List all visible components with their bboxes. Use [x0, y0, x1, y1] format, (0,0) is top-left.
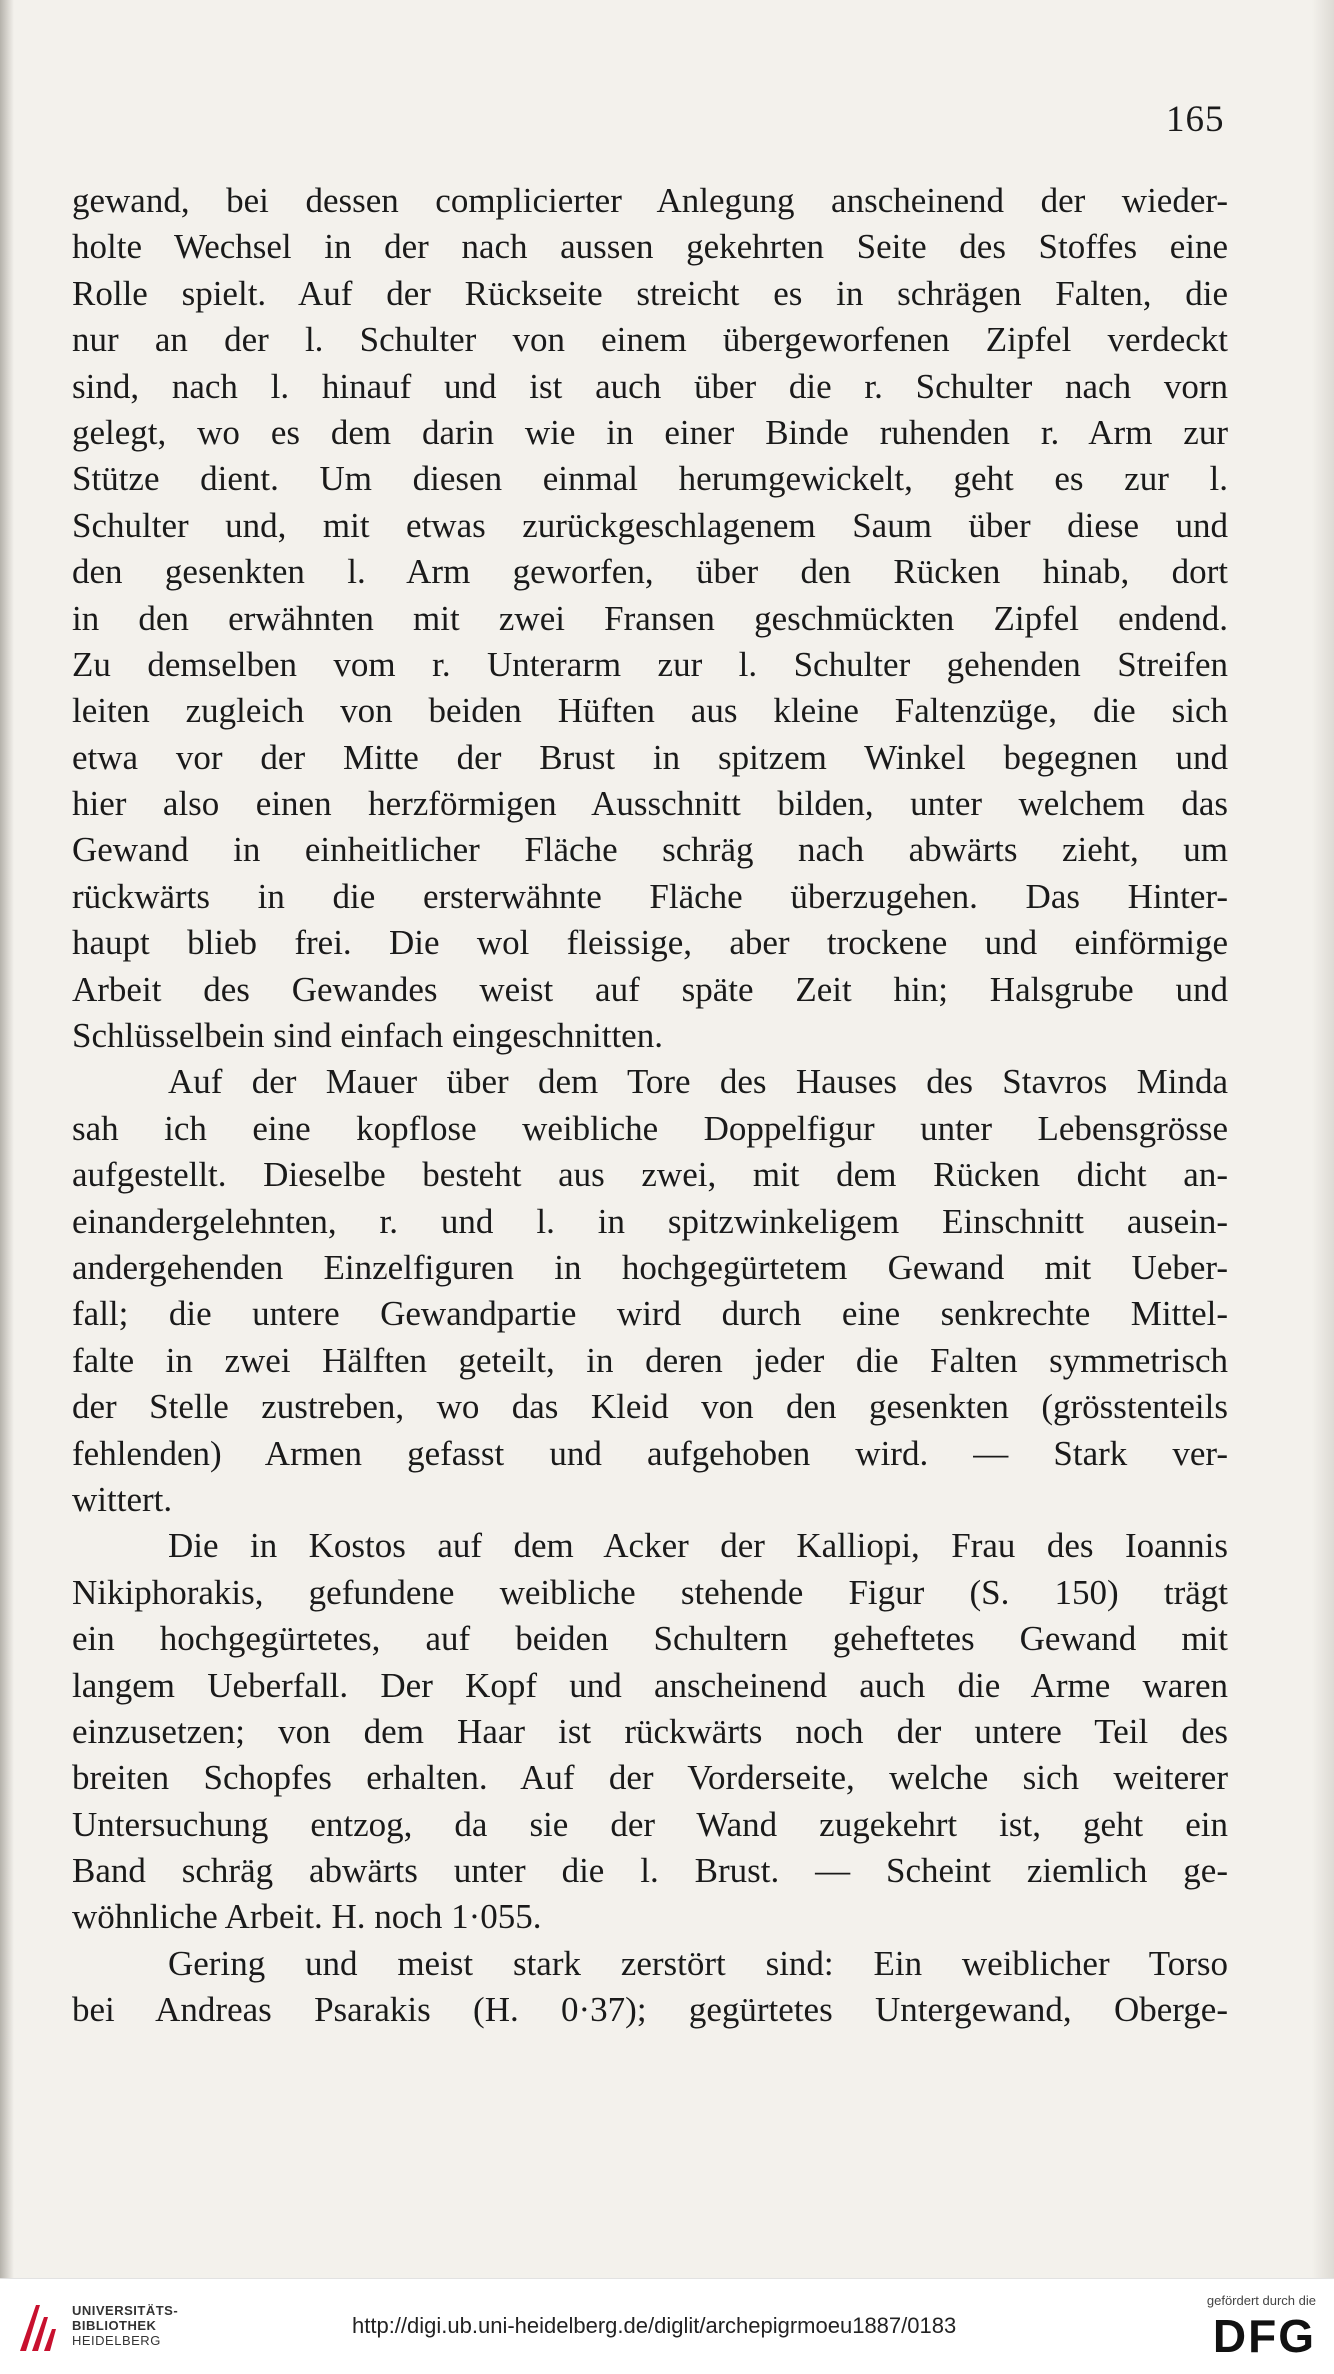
- text-line: der Stelle zustreben, wo das Kleid von den gesenkten (grösstenteils: [72, 1387, 1228, 1427]
- page-edge-shadow: [1312, 0, 1334, 2278]
- text-line: holte Wechsel in der nach aussen gekehrten Seite des Stoffes eine: [72, 227, 1228, 267]
- text-line: Band schräg abwärts unter die l. Brust. — Scheint ziemlich ge-: [72, 1851, 1228, 1891]
- library-name-line: HEIDELBERG: [72, 2333, 161, 2348]
- text-line: falte in zwei Hälften geteilt, in deren jeder die Falten symmetrisch: [72, 1340, 1228, 1380]
- page-gutter-shadow: [0, 0, 14, 2278]
- text-line: nur an der l. Schulter von einem übergeworfenen Zipfel verdeckt: [72, 320, 1228, 360]
- text-line: bei Andreas Psarakis (H. 0·37); gegürtetes Untergewand, Oberge-: [72, 1990, 1228, 2030]
- text-line: Gewand in einheitlicher Fläche schräg nach abwärts zieht, um: [72, 830, 1228, 870]
- text-line: Schulter und, mit etwas zurückgeschlagenem Saum über diese und: [72, 505, 1228, 545]
- text-line: in den erwähnten mit zwei Fransen geschmückten Zipfel endend.: [72, 598, 1228, 638]
- body-text: [72, 178, 1228, 2034]
- text-line: Untersuchung entzog, da sie der Wand zugekehrt ist, geht ein: [72, 1804, 1228, 1844]
- text-line: Rolle spielt. Auf der Rückseite streicht es in schrägen Falten, die: [72, 273, 1228, 313]
- text-line: Die in Kostos auf dem Acker der Kalliopi, Frau des Ioannis: [168, 1526, 1228, 1566]
- sponsor-block[interactable]: [1176, 2293, 1316, 2360]
- text-line: aufgestellt. Dieselbe besteht aus zwei, mit dem Rücken dicht an-: [72, 1155, 1228, 1195]
- text-line: andergehenden Einzelfiguren in hochgegürtetem Gewand mit Ueber-: [72, 1247, 1228, 1287]
- library-name-line: BIBLIOTHEK: [72, 2318, 157, 2333]
- text-line: hier also einen herzförmigen Ausschnitt bilden, unter welchem das: [72, 784, 1228, 824]
- text-line: Nikiphorakis, gefundene weibliche stehende Figur (S. 150) trägt: [72, 1572, 1228, 1612]
- library-name[interactable]: [72, 2303, 178, 2348]
- text-line: leiten zugleich von beiden Hüften aus kleine Faltenzüge, die sich: [72, 691, 1228, 731]
- text-line: sind, nach l. hinauf und ist auch über die r. Schulter nach vorn: [72, 366, 1228, 406]
- text-line: Arbeit des Gewandes weist auf späte Zeit hin; Halsgrube und: [72, 969, 1228, 1009]
- text-line: Gering und meist stark zerstört sind: Ein weiblicher Torso: [168, 1943, 1228, 1983]
- text-line: haupt blieb frei. Die wol fleissige, aber trockene und einförmige: [72, 923, 1228, 963]
- library-name-line: UNIVERSITÄTS-: [72, 2303, 179, 2318]
- text-line: gewand, bei dessen complicierter Anlegung anscheinend der wieder-: [72, 181, 1228, 220]
- sponsor-label: gefördert durch die: [1206, 2293, 1316, 2308]
- viewer-footer: [0, 2278, 1334, 2374]
- text-line: wittert.: [72, 1479, 173, 1519]
- text-line: Schlüsselbein sind einfach eingeschnitten.: [72, 1016, 663, 1056]
- ub-heidelberg-logo-icon[interactable]: [14, 2299, 60, 2357]
- dfg-logo: DFG: [1212, 2310, 1316, 2362]
- text-line: fehlenden) Armen gefasst und aufgehoben wird. — Stark ver-: [72, 1433, 1228, 1473]
- page-number: 165: [1166, 99, 1225, 140]
- text-line: Zu demselben vom r. Unterarm zur l. Schulter gehenden Streifen: [72, 644, 1228, 684]
- text-line: den gesenkten l. Arm geworfen, über den Rücken hinab, dort: [72, 552, 1228, 592]
- text-line: einandergelehnten, r. und l. in spitzwinkeligem Einschnitt ausein-: [72, 1201, 1228, 1241]
- text-line: ein hochgegürtetes, auf beiden Schultern geheftetes Gewand mit: [72, 1619, 1228, 1659]
- text-line: breiten Schopfes erhalten. Auf der Vorderseite, welche sich weiterer: [72, 1758, 1228, 1798]
- permalink-url[interactable]: http://digi.ub.uni-heidelberg.de/diglit/archepigrmoeu1887/0183: [352, 2313, 957, 2338]
- text-line: gelegt, wo es dem darin wie in einer Binde ruhenden r. Arm zur: [72, 412, 1228, 452]
- text-line: sah ich eine kopflose weibliche Doppelfigur unter Lebensgrösse: [72, 1108, 1228, 1148]
- text-line: fall; die untere Gewandpartie wird durch eine senkrechte Mittel-: [72, 1294, 1228, 1334]
- text-line: etwa vor der Mitte der Brust in spitzem Winkel begegnen und: [72, 737, 1228, 777]
- text-line: wöhnliche Arbeit. H. noch 1·055.: [72, 1897, 542, 1937]
- text-line: rückwärts in die ersterwähnte Fläche überzugehen. Das Hinter-: [72, 876, 1228, 916]
- text-line: Stütze dient. Um diesen einmal herumgewickelt, geht es zur l.: [72, 459, 1228, 499]
- text-line: langem Ueberfall. Der Kopf und anscheinend auch die Arme waren: [72, 1665, 1228, 1705]
- text-line: Auf der Mauer über dem Tore des Hauses des Stavros Minda: [168, 1062, 1228, 1102]
- text-line: einzusetzen; von dem Haar ist rückwärts noch der untere Teil des: [72, 1711, 1228, 1751]
